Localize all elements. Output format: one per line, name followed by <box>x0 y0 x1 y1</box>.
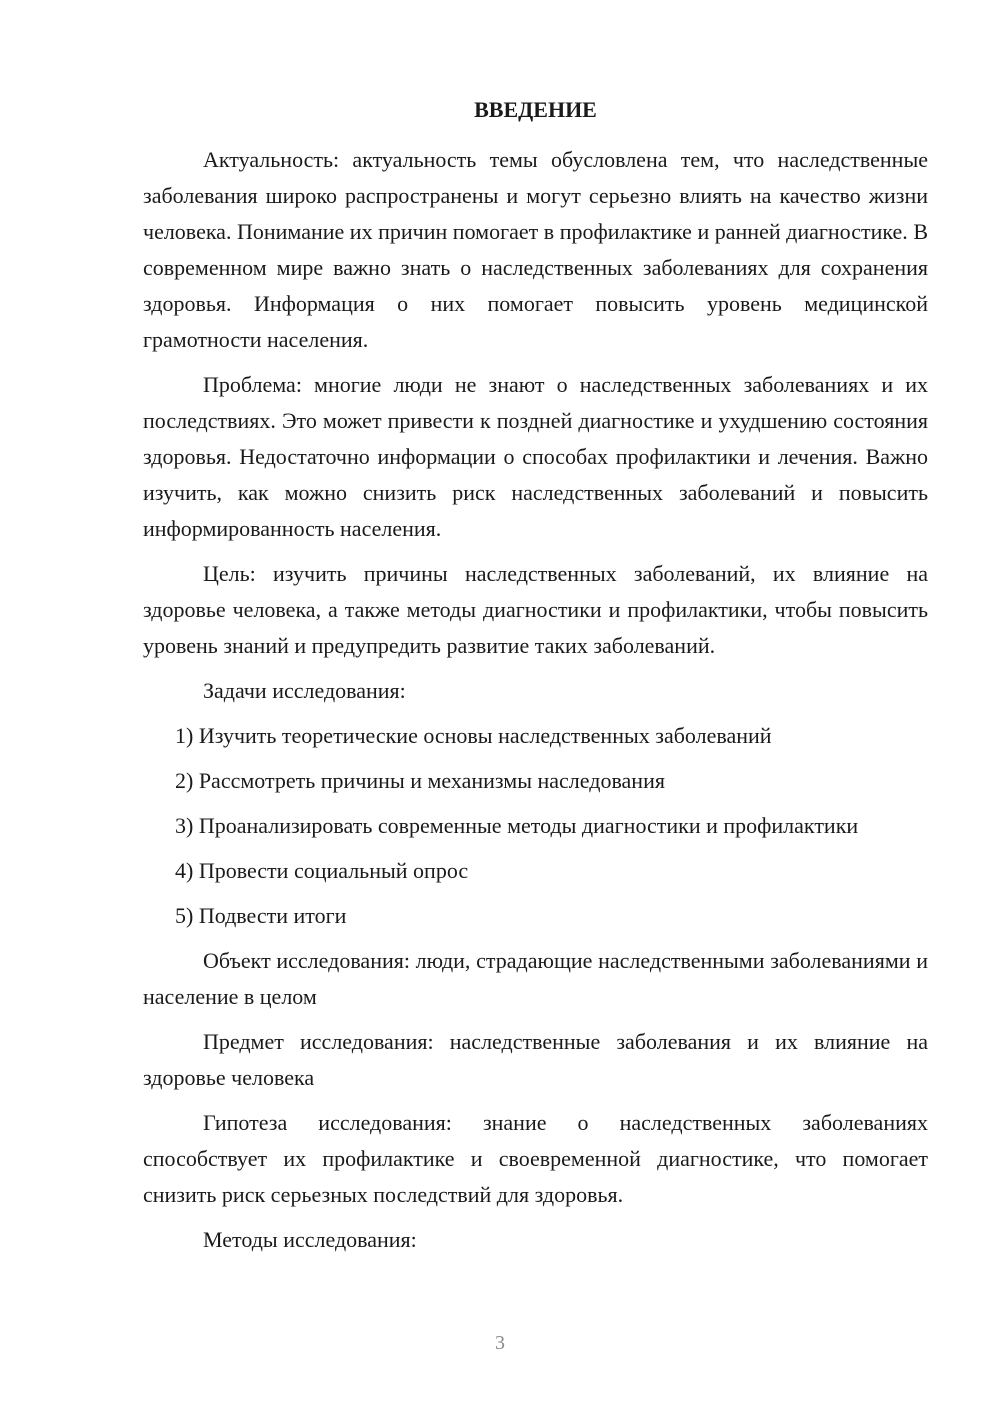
paragraph-relevance: Актуальность: актуальность темы обусловлена тем, что наследственные заболевания широко распространены и могут серьезно влиять на качество жизни человека. Понимание их причин помогает в профилактике и ранней диагностике. В современном мире важно знать о наследственных заболеваниях для сохранения здоровья. Информация о них помогает повысить уровень медицинской грамотности населения. <box>143 147 928 352</box>
paragraph-subject: Предмет исследования: наследственные заболевания и их влияние на здоровье человека <box>143 1029 928 1090</box>
paragraph-hypothesis: Гипотеза исследования: знание о наследственных заболеваниях способствует их профилактике и своевременной диагностике, что помогает снизить риск серьезных последствий для здоровья. <box>143 1110 928 1207</box>
task-item: 2) Рассмотреть причины и механизмы наследования <box>175 768 665 793</box>
tasks-list <box>143 718 928 934</box>
paragraph-methods: Методы исследования: <box>203 1227 417 1252</box>
task-item: 1) Изучить теоретические основы наследственных заболеваний <box>175 723 772 748</box>
task-item: 5) Подвести итоги <box>175 903 347 928</box>
task-item: 3) Проанализировать современные методы диагностики и профилактики <box>175 813 859 838</box>
paragraph-problem: Проблема: многие люди не знают о наследственных заболеваниях и их последствиях. Это может привести к поздней диагностике и ухудшению состояния здоровья. Недостаточно информации о способах профилактики и лечения. Важно изучить, как можно снизить риск наследственных заболеваний и повысить информированность населения. <box>143 372 928 541</box>
tasks-heading: Задачи исследования: <box>203 678 406 703</box>
document-page <box>143 92 928 1267</box>
page-number: 3 <box>495 1332 505 1354</box>
task-item: 4) Провести социальный опрос <box>175 858 469 883</box>
paragraph-goal: Цель: изучить причины наследственных заболеваний, их влияние на здоровье человека, а также методы диагностики и профилактики, чтобы повысить уровень знаний и предупредить развитие таких заболеваний. <box>143 561 928 658</box>
paragraph-object: Объект исследования: люди, страдающие наследственными заболеваниями и население в целом <box>143 948 928 1009</box>
page-title: ВВЕДЕНИЕ <box>474 97 597 122</box>
